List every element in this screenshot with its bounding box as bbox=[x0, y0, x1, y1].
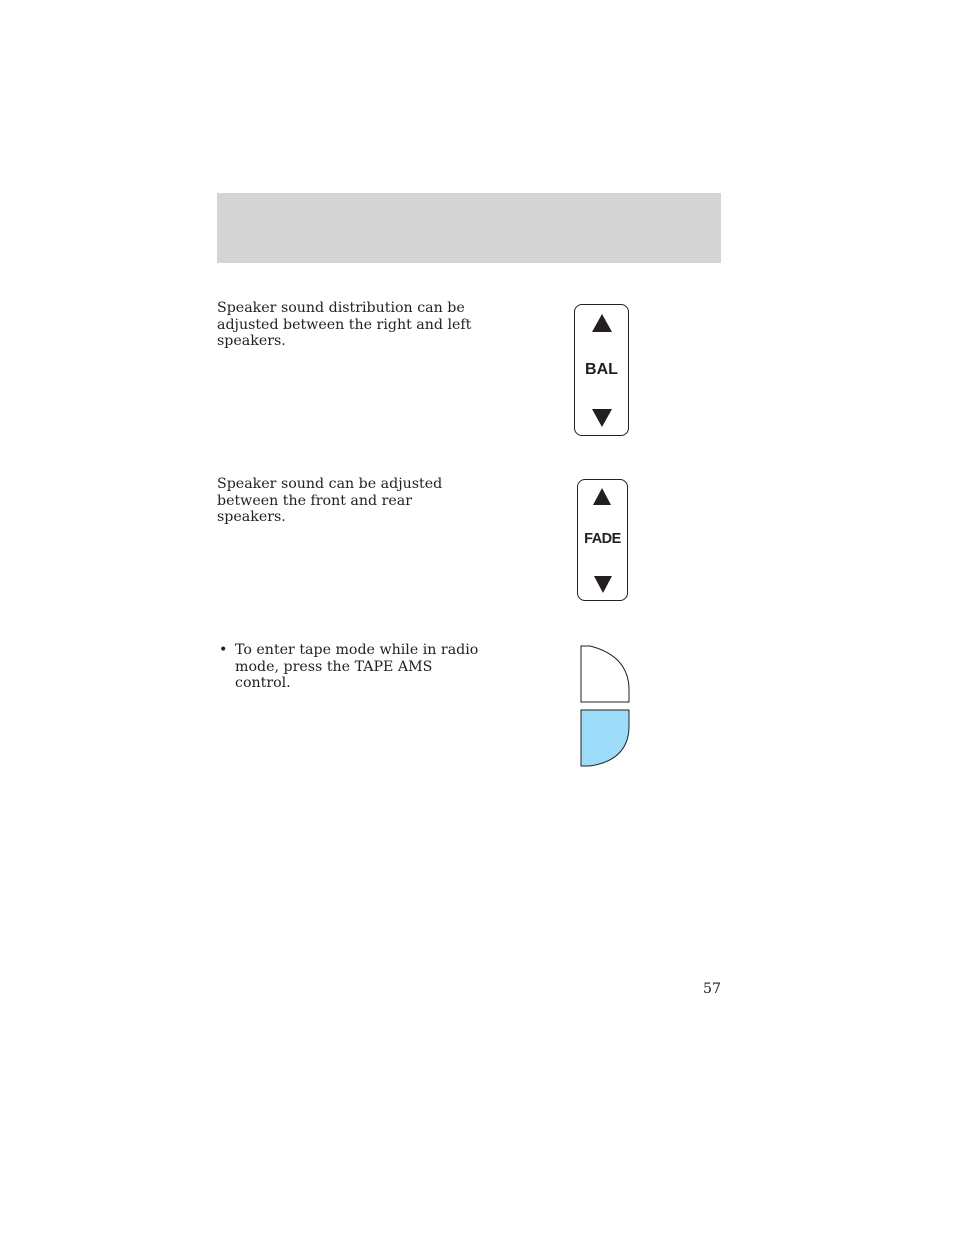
tape-bullet: • To enter tape mode while in radio mode, press the TAPE AMS control. bbox=[219, 642, 479, 692]
fade-up-icon[interactable] bbox=[593, 488, 611, 505]
balance-up-icon[interactable] bbox=[592, 314, 612, 332]
bullet-icon: • bbox=[219, 642, 228, 658]
header-band bbox=[217, 193, 721, 263]
page-number: 57 bbox=[702, 981, 721, 997]
balance-down-icon[interactable] bbox=[592, 409, 612, 427]
balance-control[interactable] bbox=[574, 304, 629, 436]
tape-upper-button[interactable] bbox=[581, 646, 629, 702]
tape-ams-button[interactable] bbox=[581, 710, 629, 766]
fade-label: FADE bbox=[584, 531, 621, 547]
fade-control[interactable] bbox=[577, 479, 628, 601]
balance-description: Speaker sound distribution can be adjusted between the right and left speakers. bbox=[217, 300, 472, 350]
tape-control-illustration bbox=[576, 642, 636, 772]
balance-label: BAL bbox=[585, 361, 618, 378]
fade-down-icon[interactable] bbox=[594, 576, 612, 593]
fade-description: Speaker sound can be adjusted between the front and rear speakers. bbox=[217, 476, 443, 526]
